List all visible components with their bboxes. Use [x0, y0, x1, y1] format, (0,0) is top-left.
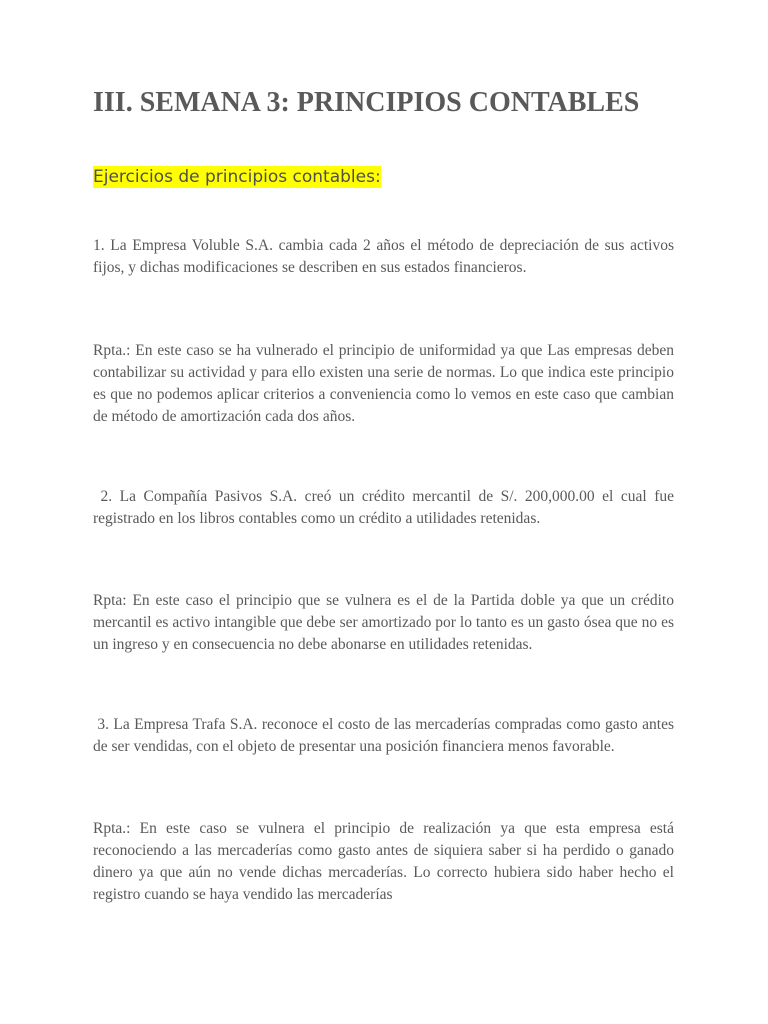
exercise-1-question: 1. La Empresa Voluble S.A. cambia cada 2 años el método de depreciación de sus activos fijos, y dichas modificaciones se describen en sus estados financieros. [93, 237, 674, 276]
exercise-1-answer: Rpta.: En este caso se ha vulnerado el principio de uniformidad ya que Las empresas deben contabilizar su actividad y para ello existen una serie de normas. Lo que indica este principio es que no podemos aplicar criterios a conveniencia como lo vemos en este caso que cambian de método de amortización cada dos años. [93, 342, 674, 425]
exercise-3-answer: Rpta.: En este caso se vulnera el principio de realización ya que esta empresa está reconociendo a las mercaderías como gasto antes de siquiera saber si ha perdido o ganado dinero ya que aún no vende dichas mercaderías. Lo correcto hubiera sido haber hecho el registro cuando se haya vendido las mercaderías [93, 820, 674, 903]
exercise-3-question: 3. La Empresa Trafa S.A. reconoce el costo de las mercaderías compradas como gasto antes de ser vendidas, con el objeto de presentar una posición financiera menos favorable. [93, 716, 674, 755]
exercise-2-question: 2. La Compañía Pasivos S.A. creó un crédito mercantil de S/. 200,000.00 el cual fue registrado en los libros contables como un crédito a utilidades retenidas. [93, 488, 674, 527]
highlighted-subtitle-text: Ejercicios de principios contables: [93, 167, 381, 187]
page-title: III. SEMANA 3: PRINCIPIOS CONTABLES [93, 87, 640, 118]
section-subtitle [93, 165, 381, 189]
exercise-2-answer: Rpta: En este caso el principio que se vulnera es el de la Partida doble ya que un crédito mercantil es activo intangible que debe ser amortizado por lo tanto es un gasto ósea que no es un ingreso y en consecuencia no debe abonarse en utilidades retenidas. [93, 592, 674, 653]
